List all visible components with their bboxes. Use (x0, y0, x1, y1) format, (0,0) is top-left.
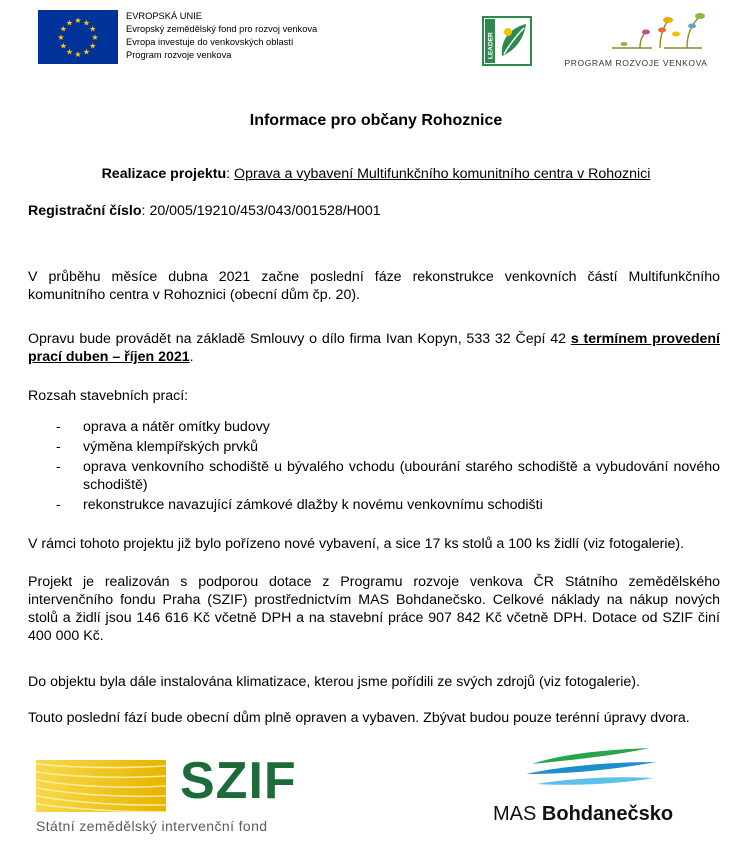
svg-text:★: ★ (91, 33, 99, 42)
sprouts-icon (552, 10, 720, 56)
program-rozvoje-venkova-logo (552, 10, 720, 70)
szif-field-graphic (36, 760, 166, 812)
svg-text:★: ★ (89, 24, 97, 34)
page-title: Informace pro občany Rohoznice (249, 112, 503, 129)
mas-prefix: MAS (493, 803, 542, 825)
eu-line-1: EVROPSKÁ UNIE (126, 11, 202, 21)
eu-flag-logo (38, 10, 118, 64)
szif-subtitle: Státní zemědělský intervenční fond (36, 818, 268, 834)
svg-text:★: ★ (59, 41, 67, 51)
eu-line-2: Evropský zemědělský fond pro rozvoj venkova (126, 24, 318, 34)
list-item: - oprava venkovního schodiště u bývalého vchodu (ubourání starého schodiště a vybudování nového schodiště) (56, 458, 720, 494)
mas-wordmark (493, 803, 673, 826)
p2-end: . (189, 349, 194, 365)
prv-label: PROGRAM ROZVOJE VENKOVA (564, 58, 708, 68)
list-item: - rekonstrukce navazující zámkové dlažby k novému venkovnímu schodišti (56, 496, 720, 514)
svg-text:★: ★ (59, 24, 67, 34)
p2-term: s termínem provedení prací duben – říjen 2021 (28, 331, 720, 365)
realizace-value: Oprava a vybavení Multifunkčního komunitního centra v Rohoznici (234, 166, 651, 182)
eu-line-4: Program rozvoje venkova (126, 50, 232, 60)
scope-heading: Rozsah stavebních prací: (28, 388, 189, 404)
list-item: - výměna klempířských prvků (56, 438, 720, 456)
svg-text:★: ★ (65, 18, 74, 28)
realizace-colon: : (226, 166, 235, 182)
list-item: - oprava a nátěr omítky budovy (56, 418, 720, 436)
project-realization-line (0, 166, 752, 182)
reg-label: Registrační číslo (28, 203, 142, 219)
paragraph-6: Touto poslední fází bude obecní dům plně opraven a vybaven. Zbývat budou pouze terénní úpravy dvora. (28, 710, 690, 726)
registration-line (28, 202, 720, 220)
svg-text:★: ★ (74, 50, 82, 59)
eu-stars-icon (38, 10, 118, 64)
paragraph-3: V rámci tohoto projektu již bylo pořízeno nové vybavení, a sice 17 ks stolů a 100 ks židlí (viz fotogalerie). (28, 536, 685, 552)
mas-waves-graphic (522, 744, 662, 796)
p2-text: Opravu bude provádět na základě Smlouvy o dílo firma Ivan Kopyn, 533 32 Čepí 42 (28, 331, 571, 347)
svg-text:★: ★ (89, 41, 97, 51)
reg-colon: : (141, 203, 150, 219)
svg-text:★: ★ (82, 18, 91, 28)
mas-bold: Bohdanečsko (541, 803, 674, 825)
paragraph-1: V průběhu měsíce dubna 2021 začne poslední fáze rekonstrukce venkovních částí Multifunkčního komunitního centra v Rohoznici (obecní dům čp. 20). (28, 269, 720, 303)
reg-value: 20/005/19210/453/043/001528/H001 (149, 203, 381, 219)
leader-logo (482, 16, 532, 66)
svg-text:★: ★ (65, 47, 74, 57)
realizace-label: Realizace projektu (101, 166, 227, 182)
svg-text:★: ★ (74, 16, 82, 25)
paragraph-4: Projekt je realizován s podporou dotace z Programu rozvoje venkova ČR Státního zemědělského intervenčního fondu Praha (SZIF) prostřednictvím MAS Bohdanečsko. Celkové náklady na nákup nových stolů a židlí jsou 146 616 Kč včetně DPH a na stavební práce 907 842 Kč včetně DPH. Dotace od SZIF činí 400 000 Kč. (28, 574, 720, 644)
leader-vertical-label (485, 19, 495, 63)
szif-wordmark: SZIF (180, 752, 297, 810)
eu-fund-text (126, 10, 317, 62)
leader-label: LEADER (487, 32, 495, 59)
eu-line-3: Evropa investuje do venkovských oblastí (126, 37, 294, 47)
paragraph-5: Do objektu byla dále instalována klimatizace, kterou jsme pořídili ze svých zdrojů (viz fotogalerie). (28, 674, 640, 690)
svg-text:★: ★ (82, 47, 91, 57)
paragraph-2 (28, 330, 720, 366)
svg-text:★: ★ (57, 33, 65, 42)
wheat-field-icon (36, 760, 166, 812)
scope-list (56, 418, 720, 516)
waves-icon (522, 744, 662, 796)
